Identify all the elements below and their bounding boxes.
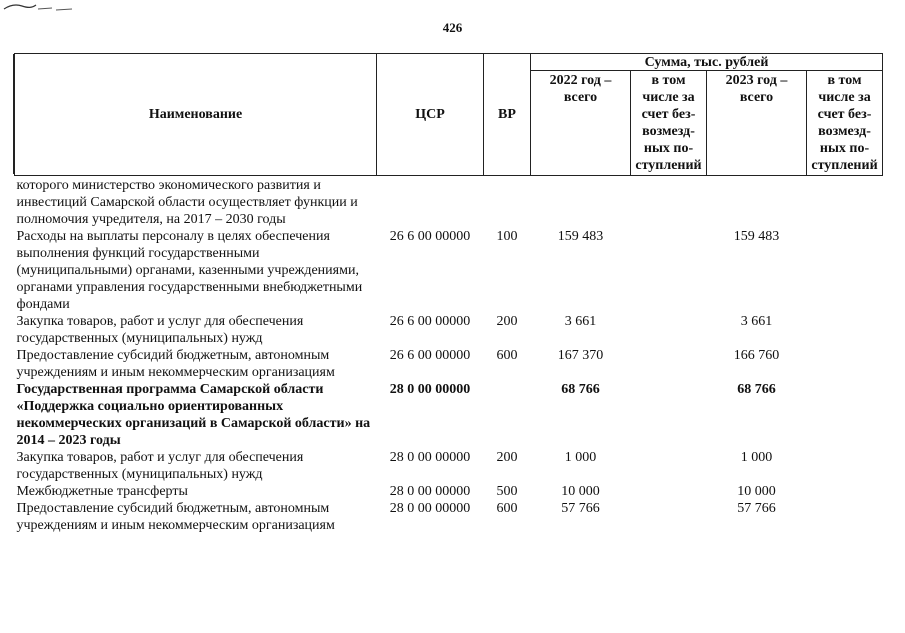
row-2023-free: [807, 176, 883, 229]
row-2022-free: [631, 176, 707, 229]
row-2023-total: [707, 176, 807, 229]
table-row: [15, 347, 883, 381]
header-name: Наименование: [15, 54, 377, 176]
row-2023-total: 68 766: [737, 382, 776, 397]
row-vr: 200: [496, 314, 518, 329]
row-name: Предоставление субсидий бюджетным, автономным учреждениям и иным некоммерческим организациям: [16, 348, 335, 380]
header-2023-free: в том числе за счет без-возмезд-ных по-ступлений: [807, 71, 883, 176]
row-2022-free: [631, 228, 707, 313]
row-vr: 100: [496, 229, 518, 244]
row-2023-free: [807, 347, 883, 381]
row-2022-free: [631, 449, 707, 483]
row-2023-total: 3 661: [740, 314, 773, 329]
row-name: Межбюджетные трансферты: [16, 484, 188, 499]
scan-artifact-mark: [2, 0, 80, 14]
row-2022-total: 57 766: [561, 501, 600, 516]
row-2023-free: [807, 449, 883, 483]
page-number: 426: [442, 20, 463, 35]
row-vr: [484, 176, 531, 229]
row-2023-total: 166 760: [733, 348, 780, 363]
row-csr: 26 6 00 00000: [389, 348, 471, 363]
row-2023-total: 57 766: [737, 501, 776, 516]
row-2022-total: 167 370: [557, 348, 604, 363]
header-vr: ВР: [484, 54, 531, 176]
table-row: [15, 176, 883, 229]
row-csr: 28 0 00 00000: [389, 450, 471, 465]
budget-table: [14, 53, 883, 534]
row-csr: [377, 176, 484, 229]
row-2022-free: [631, 381, 707, 449]
row-name: которого министерство экономического развития и инвестиций Самарской области осуществляет функции и полномочия учредителя, на 2017 – 2030 годы: [16, 178, 358, 227]
row-2023-free: [807, 500, 883, 534]
header-2023-total: 2023 год – всего: [707, 71, 807, 176]
row-csr: 28 0 00 00000: [389, 382, 471, 397]
row-name: Закупка товаров, работ и услуг для обеспечения государственных (муниципальных) нужд: [16, 314, 304, 346]
row-2023-free: [807, 313, 883, 347]
row-2022-free: [631, 347, 707, 381]
row-2023-free: [807, 228, 883, 313]
row-2022-total: 3 661: [564, 314, 597, 329]
table-row: [15, 228, 883, 313]
row-name: Расходы на выплаты персоналу в целях обеспечения выполнения функций государственными (муниципальными) органами, казенными учреждениями, органами управления государственными внебюджетными фондами: [16, 229, 363, 312]
row-name: Закупка товаров, работ и услуг для обеспечения государственных (муниципальных) нужд: [16, 450, 304, 482]
row-2022-total: 159 483: [557, 229, 604, 244]
row-csr: 26 6 00 00000: [389, 314, 471, 329]
row-2022-total: [531, 176, 631, 229]
table-row: [15, 500, 883, 534]
row-csr: 26 6 00 00000: [389, 229, 471, 244]
row-2023-total: 159 483: [733, 229, 780, 244]
header-sum-group: Сумма, тыс. рублей: [531, 54, 883, 71]
row-2022-free: [631, 500, 707, 534]
table-row: [15, 483, 883, 500]
row-2023-total: 10 000: [737, 484, 776, 499]
table-header: [15, 54, 883, 176]
header-2022-total: 2022 год – всего: [531, 71, 631, 176]
row-2022-total: 68 766: [561, 382, 600, 397]
row-csr: 28 0 00 00000: [389, 484, 471, 499]
row-2022-free: [631, 483, 707, 500]
row-name: Государственная программа Самарской области «Поддержка социально ориентированных некоммерческих организаций в Самарской области» на 2014 – 2023 годы: [16, 382, 371, 448]
table-row: [15, 313, 883, 347]
row-2022-free: [631, 313, 707, 347]
row-vr: [484, 381, 531, 449]
table-row: [15, 449, 883, 483]
table-row-program: [15, 381, 883, 449]
row-csr: 28 0 00 00000: [389, 501, 471, 516]
row-2023-free: [807, 483, 883, 500]
row-2023-total: 1 000: [740, 450, 773, 465]
row-vr: 200: [496, 450, 518, 465]
row-vr: 600: [496, 348, 518, 363]
table-body: [15, 176, 883, 535]
row-vr: 500: [496, 484, 518, 499]
row-vr: 600: [496, 501, 518, 516]
row-2022-total: 1 000: [564, 450, 597, 465]
row-name: Предоставление субсидий бюджетным, автономным учреждениям и иным некоммерческим организациям: [16, 501, 335, 533]
header-2022-free: в том числе за счет без-возмезд-ных по-ступлений: [631, 71, 707, 176]
row-2022-total: 10 000: [561, 484, 600, 499]
header-csr: ЦСР: [377, 54, 484, 176]
row-2023-free: [807, 381, 883, 449]
